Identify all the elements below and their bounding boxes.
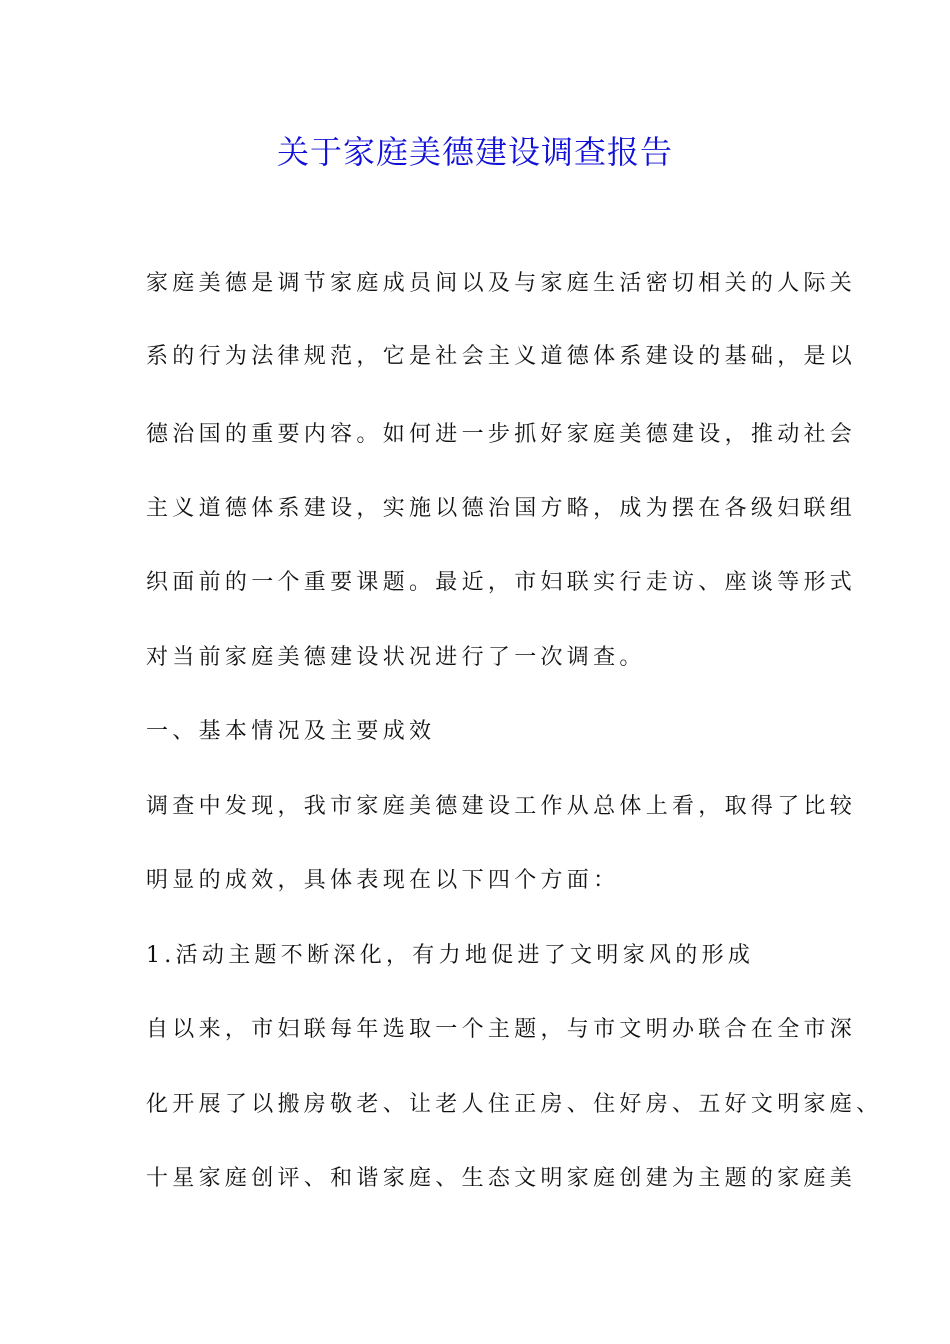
body-line-6: 对当前家庭美德建设状况进行了一次调查。 [146, 645, 646, 670]
body-line-1: 家庭美德是调节家庭成员间以及与家庭生活密切相关的人际关 [146, 271, 857, 296]
section-heading: 一、基本情况及主要成效 [146, 719, 436, 744]
body-line-5: 织面前的一个重要课题。最近，市妇联实行走访、座谈等形式 [146, 570, 857, 595]
body-line-3: 德治国的重要内容。如何进一步抓好家庭美德建设，推动社会 [146, 422, 857, 447]
body-line-13: 十星家庭创评、和谐家庭、生态文明家庭创建为主题的家庭美 [146, 1166, 857, 1191]
subsection-heading: 1.活动主题不断深化，有力地促进了文明家风的形成 [146, 943, 755, 968]
body-line-9: 明显的成效，具体表现在以下四个方面： [146, 868, 620, 893]
body-line-2: 系的行为法律规范，它是社会主义道德体系建设的基础，是以 [146, 344, 857, 369]
body-line-11: 自以来，市妇联每年选取一个主题，与市文明办联合在全市深 [146, 1017, 857, 1042]
body-line-12: 化开展了以搬房敬老、让老人住正房、住好房、五好文明家庭、 [146, 1092, 883, 1117]
document-title: 关于家庭美德建设调查报告 [276, 133, 673, 171]
body-line-4: 主义道德体系建设，实施以德治国方略，成为摆在各级妇联组 [146, 496, 857, 521]
body-line-8: 调查中发现，我市家庭美德建设工作从总体上看，取得了比较 [146, 794, 857, 819]
